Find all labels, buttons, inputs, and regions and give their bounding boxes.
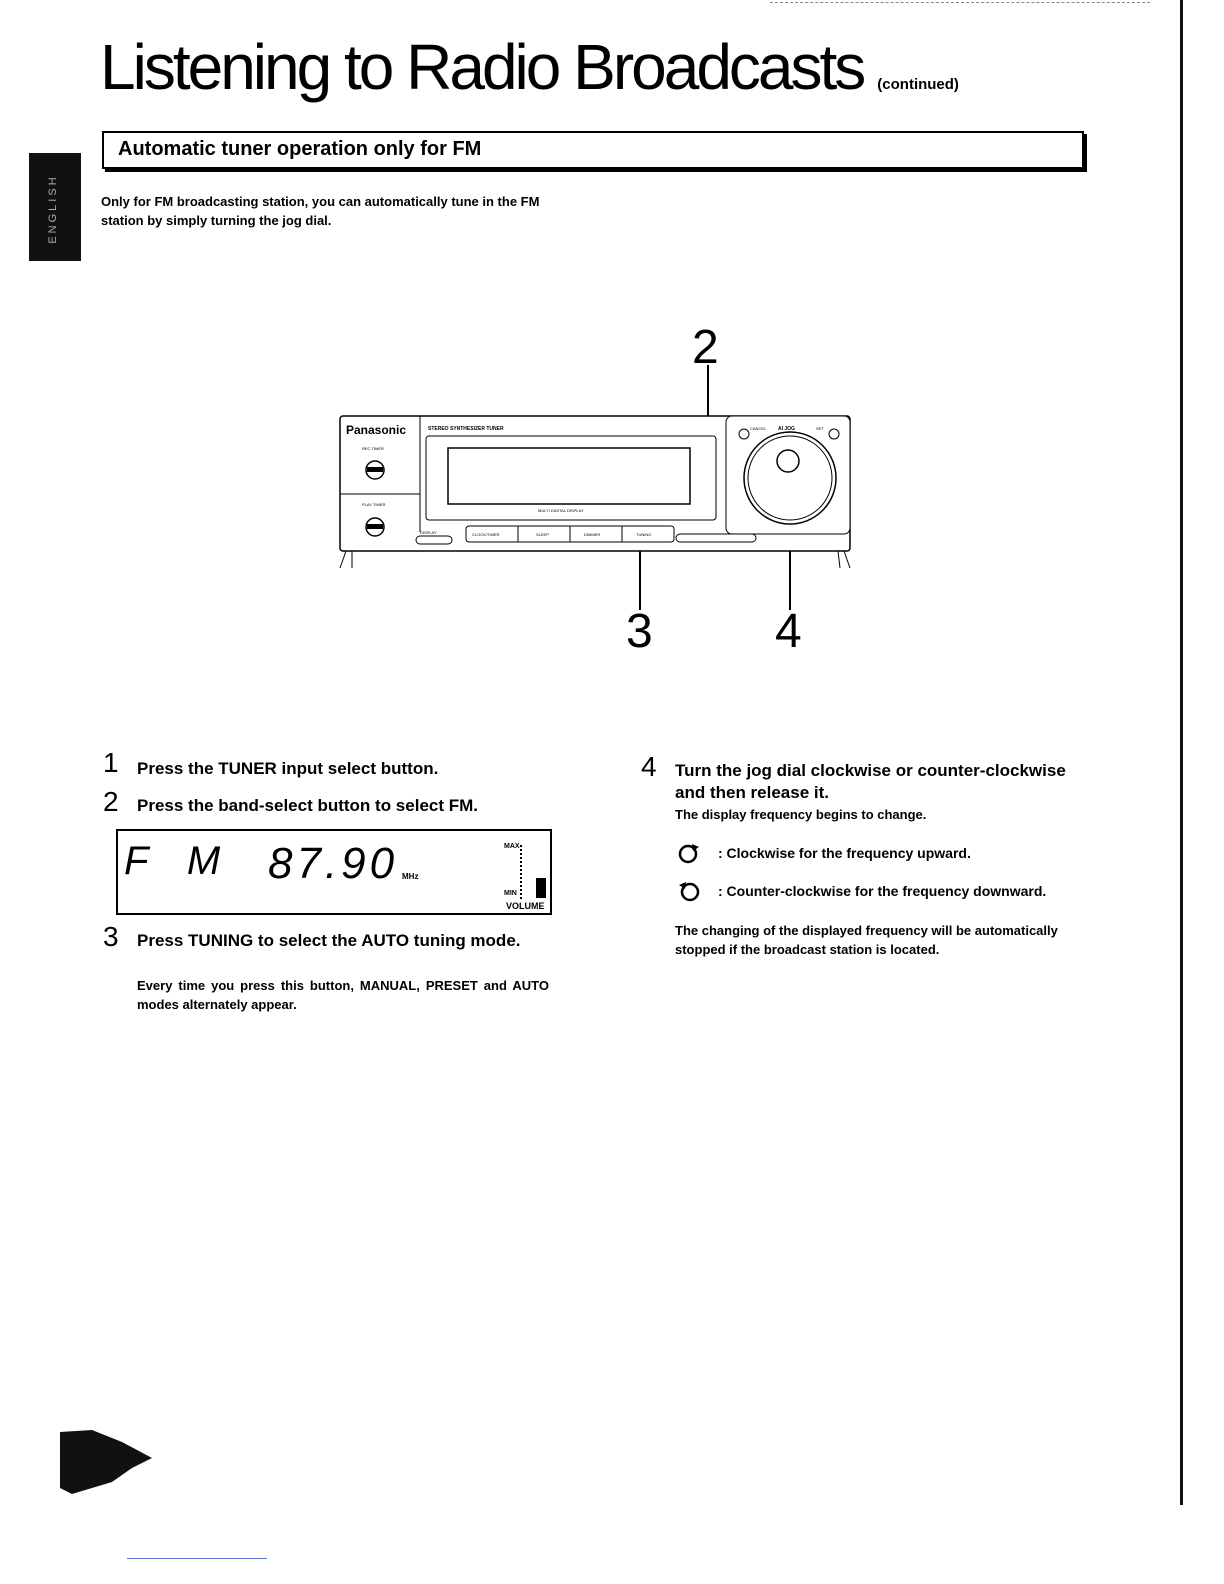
- cancel-button: [739, 429, 749, 439]
- jog-dial-knob: [777, 450, 799, 472]
- play-timer-button-mark: [367, 524, 383, 529]
- lcd-max-label: MAX: [504, 843, 520, 850]
- clockwise-arrow-icon: [676, 841, 702, 865]
- step-2-number: 2: [103, 786, 119, 817]
- section-heading: Automatic tuner operation only for FM: [118, 138, 482, 160]
- step-1-text: Press the TUNER input select button.: [137, 759, 439, 778]
- callout-2: 2: [692, 321, 719, 374]
- tuner-figure: [330, 320, 870, 665]
- lcd-volume-scale: [520, 845, 524, 899]
- scan-dash-line: [770, 2, 1150, 4]
- lcd-min-label: MIN: [504, 890, 517, 897]
- clockwise-description: : Clockwise for the frequency upward.: [718, 845, 971, 861]
- lcd-frequency: 87.90: [268, 839, 399, 888]
- page-corner-smudge: [52, 1428, 162, 1498]
- dimmer-button-label: DIMMER: [584, 532, 601, 537]
- step-4-text: Turn the jog dial clockwise or counter-clockwise and then release it.: [675, 761, 1066, 802]
- jog-cancel-label: CANCEL: [750, 426, 767, 431]
- display-window: [448, 448, 690, 504]
- jog-label: AI JOG: [778, 426, 795, 432]
- play-timer-label: PLAY TIMER: [362, 502, 386, 507]
- counter-clockwise-arrow-icon: [676, 879, 702, 903]
- tuner-foot-left: [340, 551, 346, 568]
- lcd-volume-bar: [536, 878, 546, 898]
- step-2-text: Press the band-select button to select FM.: [137, 796, 479, 815]
- tuning-button-label: TUNING: [636, 532, 652, 537]
- tuner-brand: Panasonic: [346, 423, 407, 437]
- tuner-foot-right: [838, 551, 840, 568]
- language-side-tab-label: ENGLISH: [47, 174, 59, 244]
- auto-stop-note: The changing of the displayed frequency will be automatically stopped if the broadcast station is located.: [675, 923, 1058, 957]
- display-label: MULTI DIGITAL DISPLAY: [538, 508, 584, 513]
- page-edge-rule: [1180, 0, 1183, 1505]
- language-side-tab: [29, 153, 81, 261]
- jog-set-label: SET: [816, 426, 824, 431]
- step-3-text: Press TUNING to select the AUTO tuning mode.: [137, 931, 521, 950]
- tuner-foot-right-2: [844, 551, 850, 568]
- section-header-box: [102, 131, 1084, 169]
- jog-dial: [748, 436, 832, 520]
- section-intro: Only for FM broadcasting station, you can automatically tune in the FM station by simply turning the jog dial.: [101, 194, 540, 228]
- clock-timer-button-label: CLOCK/TIMER: [472, 532, 500, 537]
- callout-4: 4: [775, 605, 802, 658]
- rec-timer-button-mark: [367, 467, 383, 472]
- display-button: [416, 536, 452, 544]
- step-3-number: 3: [103, 921, 119, 952]
- set-button: [829, 429, 839, 439]
- counter-clockwise-description: : Counter-clockwise for the frequency downward.: [718, 883, 1047, 899]
- lcd-display: [116, 829, 552, 915]
- page-title-text: Listening to Radio Broadcasts: [100, 31, 864, 103]
- step-3-subtext: Every time you press this button, MANUAL, PRESET and AUTO modes alternately appear.: [137, 978, 549, 1012]
- rec-timer-label: REC TIMER: [362, 446, 384, 451]
- display-button-label: DISPLAY: [420, 530, 437, 535]
- lcd-volume-label: VOLUME: [506, 901, 545, 911]
- lcd-unit: MHz: [402, 872, 419, 881]
- page-title-suffix: (continued): [877, 76, 959, 93]
- step-4-number: 4: [641, 751, 657, 782]
- page-title: [100, 30, 959, 104]
- footer-blue-line: [127, 1558, 267, 1559]
- tuner-model-label: STEREO SYNTHESIZER TUNER: [428, 426, 504, 432]
- sleep-button-label: SLEEP: [536, 532, 549, 537]
- step-4-subtext: The display frequency begins to change.: [675, 807, 927, 822]
- lcd-band: F M: [124, 839, 235, 883]
- band-select-button: [676, 534, 756, 542]
- callout-3: 3: [626, 605, 653, 658]
- step-1-number: 1: [103, 747, 119, 778]
